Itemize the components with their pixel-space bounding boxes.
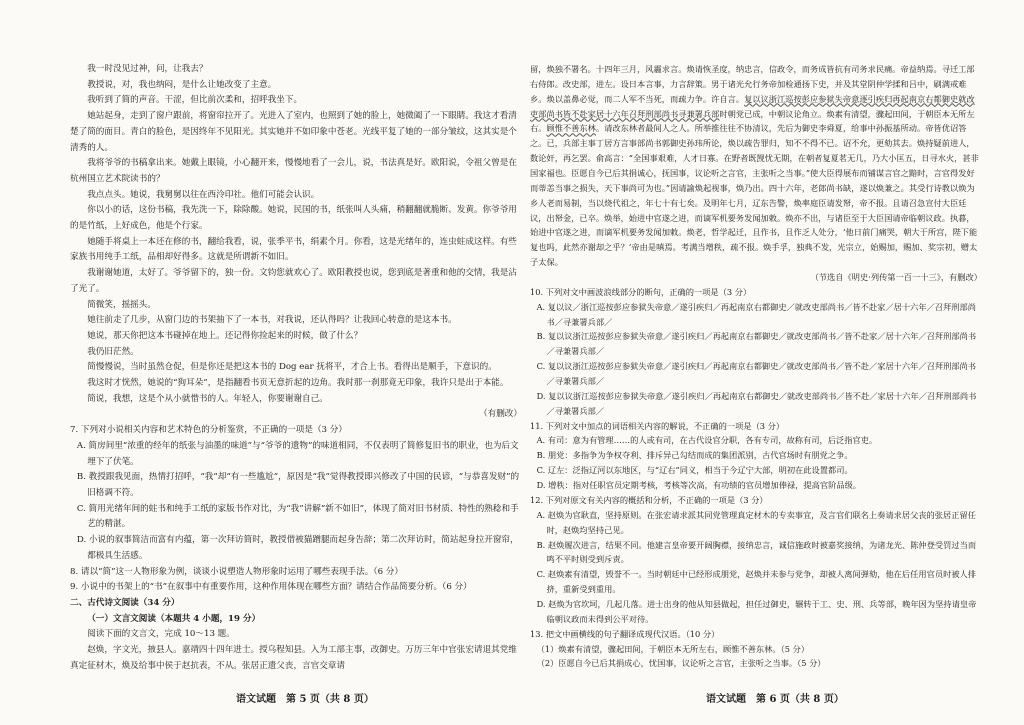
question-13: 13. 把文中画横线的句子翻译成现代汉语。（10 分） [530, 628, 720, 639]
passage-text: 时朝党已成，中朝议论角立。焕素有清望，骤起田间，于朝臣本无所左右。 [530, 108, 975, 134]
passage-text: 留，焕独不署名。十四年三月，风霾求言。焕请恢圣度，纳忠言，信政令，而务成皆抗有司务求民痛。帝益纳焉。寻迁工部右侍郎。改史部，进左。设日本言事，力言辞策。男于诸光允行务帝加检通扬下史，并及其堂阴仲学揉和吕中，刷满戒难乡。焕以盖鼻必觉，而二人军不当死，而疏力争。许自言。 [530, 64, 975, 104]
question-10-option-d: D. 复以议浙江巡按彭应参狱失帝意／遂引疾归／再起南京右都御史／就改吏部尚书／皆不赴／家居十六年／召拜刑部尚书／寻兼署兵部／ [536, 390, 977, 416]
section-heading: 二、古代诗文阅读（34 分） [70, 597, 180, 608]
question-7-option-c: C. 简用光绪年间的蛀书和纯手工纸的家版书作对比，为“我”讲解“新不如旧”，体现了简对旧书材质、特性的熟稔和手艺的精湛。 [76, 503, 519, 530]
question-10: 10. 下列对文中画波浪线部分的断句，正确的一项是（3 分） [530, 286, 752, 297]
story-paragraph: 她站起身，走到了窗户跟前，将窗帘拉开了。光进入了室内，也照到了她的脸上，她微阖了一下眼睛。我这才看清楚了简的面目。青白的脸色，是因终年不见阳光。其实她并不如印象中苍老。光线平复了她的一部分皱纹，这其实是个清秀的人。 [70, 111, 517, 153]
right-column [530, 62, 982, 671]
question-13-part-2: （2）臣愿自今已后其捐成心，忧国事，议论听之言官，主张听之当事。（5 分） [536, 658, 826, 669]
question-13-part-1: （1）焕素有清望，骤起田间，于朝臣本无所左右，顾惟不善东林。（5 分） [536, 643, 810, 654]
story-paragraph: 她往前走了几步，从窗门边的书架抽下了一本书，对我说，还认得吗？让我回心转意的是这本书。 [87, 315, 457, 326]
subsection-heading: （一）文言文阅读（本题共 4 小题，19 分） [87, 613, 261, 624]
question-11-option-c: C. 辽左：泛指辽河以东地区，与“辽右”同义，相当于今辽宁大部，明初在此设置都司。 [536, 465, 853, 476]
page-footer-left: 语文试题 第 5 页（共 8 页） [236, 694, 374, 705]
question-11: 11. 下列对文中加点的词语相关内容的解说，不正确的一项是（3 分） [530, 420, 785, 431]
question-10-option-b: B. 复以议浙江巡按彭应参狱失帝意／遂引疾归／再起南京右都御史／就改吏部尚书／皆不赴家／居十六年／召拜刑部尚书／寻兼署兵部／ [536, 331, 977, 357]
question-7-option-b: B. 教授跟我见面，热情打招呼，“我”却“有一些尴尬”，原因是“我”觉得教授即兴修改了中国的民谚，“与恭喜发财”的旧格调不符。 [76, 472, 520, 498]
story-paragraph: 我这时才恍然，她说的“狗耳朵”，是指翻看书页无意折起的边角。我时那一刹那竟无印象，我许只是出于本能。 [87, 378, 509, 389]
story-paragraph: 你以小的话，这份书稿，我先洗一下，除除酸。她说，民国的书，纸张叫人头痛，稍翻翻就脆断、发黄。你爷爷用的是竹纸，上好成色，他是个行家。 [70, 205, 517, 232]
story-paragraph: 我将爷爷的书稿拿出来。她戴上眼镜，小心翻开来，慢慢地看了一会儿，说，书法真是好。欧阳说，令祖父曾是在杭州国立艺术院读书的？ [70, 158, 517, 184]
question-11-option-a: A. 有司：意为有管理……的人或有司，在古代设官分职，各有专司，故称有司，后泛指官吏。 [536, 435, 878, 446]
story-paragraph: 我点点头。她说，我舅舅以往在西泠印社。他们可能会认识。 [87, 189, 320, 200]
story-paragraph: 我一时没见过神，问，让我去？ [87, 64, 208, 74]
source-note: （有删改） [479, 409, 522, 420]
question-10-option-c: C. 复以议浙江巡按彭应参狱失帝意／遂引疾归／再起南京右都御史／就改吏部尚书／皆不赴／家居十六年／召拜刑部尚书／寻兼署兵部／ [536, 361, 977, 387]
page-footer-right: 语文试题 第 6 页（共 8 页） [706, 694, 844, 705]
story-paragraph: 教授说，对，我也纳闷，是什么让她改变了主意。 [87, 79, 277, 90]
reading-instruction: 阅读下面的文言文，完成 10～13 题。 [87, 629, 235, 640]
left-column [70, 62, 522, 674]
question-7-option-a: A. 简房间里“浓重的经年的纸张与油墨的味道”与“爷爷的遗物”的味道相同，不仅表明了简修复旧书的职业，也为后文埋下了伏笔。 [76, 440, 519, 467]
story-paragraph: 我仍旧茫然。 [87, 346, 139, 357]
question-7: 7. 下列对小说相关内容和艺术特色的分析鉴赏，不正确的一项是（3 分） [70, 425, 347, 436]
story-paragraph: 我听到了简的声音。干涩，但比前次柔和，招呼我坐下。 [87, 95, 303, 106]
source-note: （节选自《明史·列传第一百一十三》，有删改） [810, 272, 982, 283]
story-paragraph: 她随手将桌上一本还在修的书，翻给我看，说，张季平书，绢素个月。你看，这是光绪年的，连虫蛀成这样。有些家族书用纯手工纸，品相却好得多。这就是所谓新不如旧。 [70, 236, 517, 263]
question-10-option-a: A. 复以议／浙江巡按彭应参狱失帝意／遂引疾归／再起南京右都御史／就改吏部尚书／皆不赴家／居十六年／召拜刑部尚书／寻兼署兵部／ [536, 301, 976, 327]
question-12-option-b: B. 赵焕履次进言，结果不同。他建言皇帝要开阔胸襟，接纳忠言，诚信施政时被嘉奖接纳，为诸龙光、陈仲登受罚过当而鸣不平时则受到斥责。 [536, 539, 977, 565]
underlined-sentence: 顾惟不善东林 [546, 123, 596, 134]
question-12-option-d: D. 赵焕为官坎坷，几起几落。进士出身的他从知县做起，担任过御史，辗转于工、史、刑、兵等部，晚年因为坚持请皇帝临朝议政而未得到公平对待。 [536, 598, 977, 624]
question-8: 8. 请以“简”这一人物形象为例，谈谈小说塑造人物形象时运用了哪些表现手法。（6 分） [70, 566, 403, 577]
question-11-option-d: D. 增秩：指对任职官员定期考核，考核等次高，有功绩的官员增加俸禄，提高官阶品级。 [536, 480, 862, 491]
wavy-underlined-sentence: 复以议浙江巡按彭应参狱失帝意逐引疾归再起南京右都御史就改吏部尚书皆不赴家居十六年召拜刑部尚书寻兼署兵部 [530, 93, 975, 119]
question-11-option-b: B. 朋党：多指争为争权夺利、排斥异己勾结而成的集团派别，古代官场时有朋党之争。 [536, 450, 853, 461]
classical-passage-start: 赵焕，字文光，掖县人。嘉靖四十四年进士。授乌程知县。入为工部主事，改御史。万历三年中官张宏请退其党维真定征材木，焕及给事中侯于赵抗表，不从。张居正遗父丧，言官交章请 [70, 645, 517, 671]
story-paragraph: 简慢慢说，当时虽然仓促，但是你还是把这本书的 Dog ear 抚将平，才合上书。看得出是顺手，下意识的。 [87, 362, 497, 373]
question-7-option-d: D. 小说的叙事简洁而富有内蕴，第一次拜访简时，教授借被猫蹭腿而起身告辞；第二次拜访时，简站起身拉开窗帘，都极具生活感。 [76, 535, 519, 561]
question-12: 12. 下列对原文有关内容的概括和分析，不正确的一项是（3 分） [530, 494, 768, 505]
question-12-option-a: A. 赵焕为官耿直，坚持原则。在张宏请求派其同党管理真定材木的专卖事宜，及言官们联名上奏请求居父丧的张居正留任时，赵焕均坚持己见。 [536, 509, 976, 535]
classical-passage [530, 62, 982, 270]
story-paragraph: 简说，我想，这是个从小就惜书的人。年轻人，你要谢谢自己。 [87, 393, 328, 404]
passage-text: 。请改东林者最间人之人。所举推往往不协清议，先后为御史李舜夏，给事中孙振基所动。帝皆优诏答之。已，兵部主事丁居方言事部尚书郭御史孙玮所论，焕以疏告罪归，知不不得不已。诏不允，更劾其去。焕持疑前进人，数论奸，再乞罢。俞高言：“全国事艰难，人才日寡。在野者既觊忧无期，在朝者复夏茗无几，乃大小匡五，日寻水火，甚非国家福也。臣愿自今已后其捐诚心，抚国事，议论听之言官，主张听之当事。”使大臣得展布而铺谋言官之黯时，言官得发好而蒂恙当事之损失，天下事尚可为也。”因请諭焕起视事，焕乃出。四十六年，老郎尚书缺，遂以焕兼之。其受行诗教以焕为乡人老而易制，当以烧代祖之，年七十有七矣。及明年七月，辽东告警，焕率庭臣请发帑，帝不报。且请召急宣付大臣廷议，出帑金，已卒。焕举，始进中官遂之进，而谪军机要务发闻加敕。焕亦不出，与诸臣至于大臣国请帝临朝议政。执暮，始进中官遂之进，而谪军机要务发闻加敕。焕老，哲学起迁，且作书，且作乏人处分，‘他日前门痛哭，朝大于所宫，陛下能复也吗，此然亦谢却之乎？’帝由是嗔焉。考满当增秩，疏不报。焕手孚，独典不发，光宗立，始赐加，赐加、奖宗初，赠太子太保。 [530, 123, 979, 268]
story-paragraph: 她说，那天你把这本书碰掉在地上。还记得你捡起来的时候，做了什么？ [87, 330, 363, 341]
story-paragraph: 简微笑，摇摇头。 [87, 299, 156, 310]
story-paragraph: 我谢谢她道，太好了。爷爷留下的，独一份。文钧您就欢心了。欧阳教授也说，您到底是著重和他的交情，我是沾了光了。 [70, 268, 517, 294]
question-12-option-c: C. 赵焕素有清望，毁誉不一。当时朝廷中已经形成朋党，赵焕并未参与党争，却被人离间弹劾，他在后任用官员时被人排挤，重新受到重用。 [536, 569, 977, 595]
question-9: 9. 小说中的书架上的“书”在叙事中有重要作用，这种作用体现在哪些方面？请结合作品简要分析。（6 分） [70, 582, 472, 593]
